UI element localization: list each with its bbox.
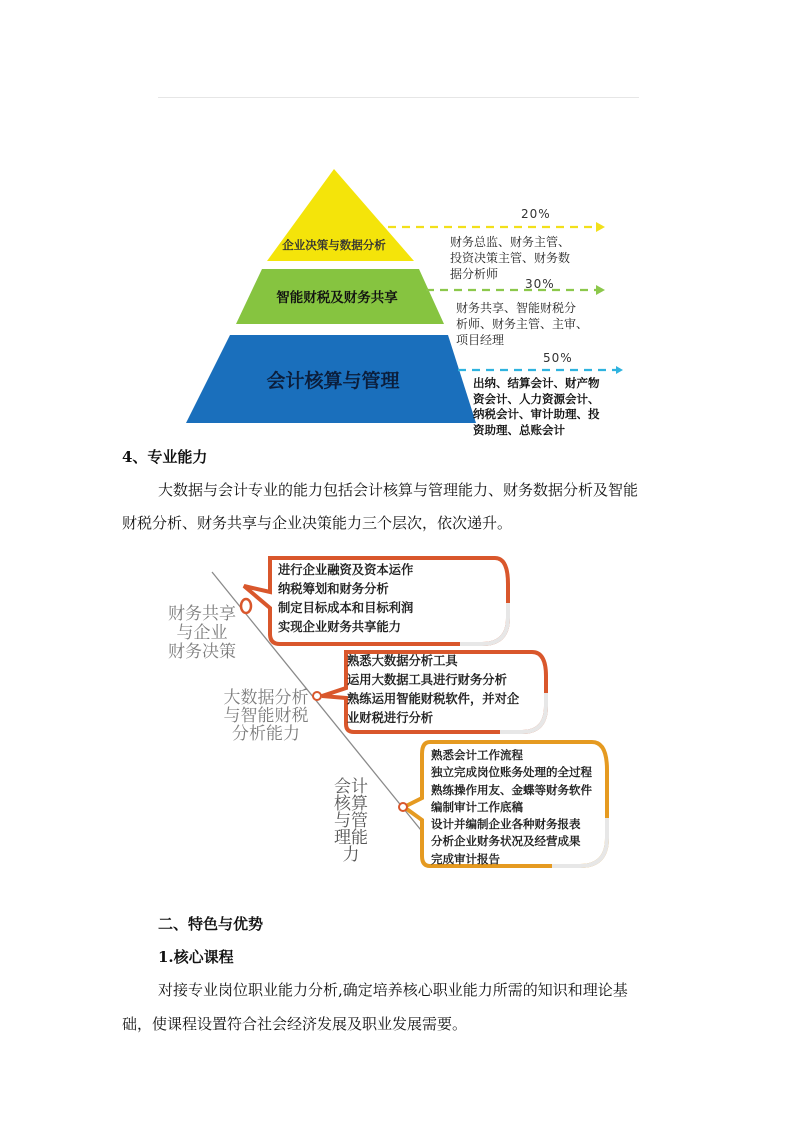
arrow-head-top [596,222,605,232]
section-heading-professional-ability: 4、专业能力 [122,448,208,466]
list-item: 进行企业融资及资本运作 [278,563,414,577]
list-item: 实现企业财务共享能力 [278,620,401,634]
bubble-bottom-items [431,747,592,868]
list-item: 熟悉大数据分析工具 [347,654,458,668]
ability-level-label-top [158,605,246,662]
level-label-line: 力 [342,845,360,865]
level-label-line: 财务决策 [168,642,236,662]
list-item: 熟悉会计工作流程 [431,748,523,762]
paragraph-line: 对接专业岗位职业能力分析,确定培养核心职业能力所需的知识和理论基 [158,981,628,999]
section-heading-features: 二、特色与优势 [158,915,264,933]
list-item: 完成审计报告 [431,851,500,866]
paragraph-line: 财税分析、财务共享与企业决策能力三个层次，依次递升。 [122,514,513,532]
level-label-line: 核算 [334,794,368,814]
arrow-head-middle [596,285,605,295]
roles-top-line: 据分析师 [450,267,499,281]
paragraph-line: 大数据与会计专业的能力包括会计核算与管理能力、财务数据分析及智能 [158,481,639,499]
level-label-line: 与智能财税 [223,706,309,726]
roles-bottom-line: 资助理、总账会计 [473,422,565,437]
list-item: 运用大数据工具进行财务分析 [347,673,507,687]
roles-bottom [473,376,600,438]
ability-level-label-middle [213,689,319,743]
list-item: 编制审计工作底稿 [431,799,523,814]
roles-bottom-line: 纳税会计、审计助理、投 [473,407,600,421]
level-label-line: 与管 [334,811,368,831]
tier-label-top: 企业决策与数据分析 [282,238,386,252]
node-bottom [399,803,407,811]
roles-top-line: 财务总监、财务主管、 [450,235,571,249]
level-label-line: 财务共享 [168,604,236,624]
list-item: 熟练运用智能财税软件，并对企 [347,692,520,706]
level-label-line: 会计 [334,777,368,797]
level-label-line: 理能 [334,828,368,848]
percent-top: 20% [521,207,551,221]
list-item: 独立完成岗位账务处理的全过程 [431,765,592,780]
roles-bottom-line: 资会计、人力资源会计、 [473,391,600,406]
roles-middle-line: 财务共享、智能财税分 [456,301,577,315]
roles-middle [456,300,588,348]
ability-level-label-bottom [326,779,376,864]
bubble-top-items [278,561,413,637]
list-item: 设计并编制企业各种财务报表 [431,817,581,832]
arrow-head-bottom [616,366,623,374]
percent-middle: 30% [525,277,555,291]
paragraph-line: 础，使课程设置符合社会经济发展及职业发展需要。 [122,1015,468,1033]
list-item: 业财税进行分析 [347,711,434,725]
roles-top-line: 投资决策主管、财务数 [450,251,571,265]
list-item: 纳税筹划和财务分析 [278,582,389,596]
roles-middle-line: 析师、财务主管、主审、 [456,317,589,331]
subsection-heading-core-courses: 1.核心课程 [158,948,234,966]
list-item: 熟练操作用友、金蝶等财务软件 [431,782,592,797]
tier-label-middle: 智能财税及财务共享 [276,290,398,306]
level-label-line: 与企业 [176,623,228,643]
tier-label-bottom: 会计核算与管理 [266,370,400,392]
percent-bottom: 50% [543,351,573,365]
roles-bottom-line: 出纳、结算会计、财产物 [473,376,600,390]
bubble-middle-items [347,652,519,728]
roles-middle-line: 项目经理 [456,333,505,347]
level-label-line: 大数据分析 [223,688,309,708]
roles-top [450,234,570,282]
level-label-line: 分析能力 [232,724,300,744]
list-item: 制定目标成本和目标利润 [278,601,414,615]
list-item: 分析企业财务状况及经营成果 [431,834,581,849]
